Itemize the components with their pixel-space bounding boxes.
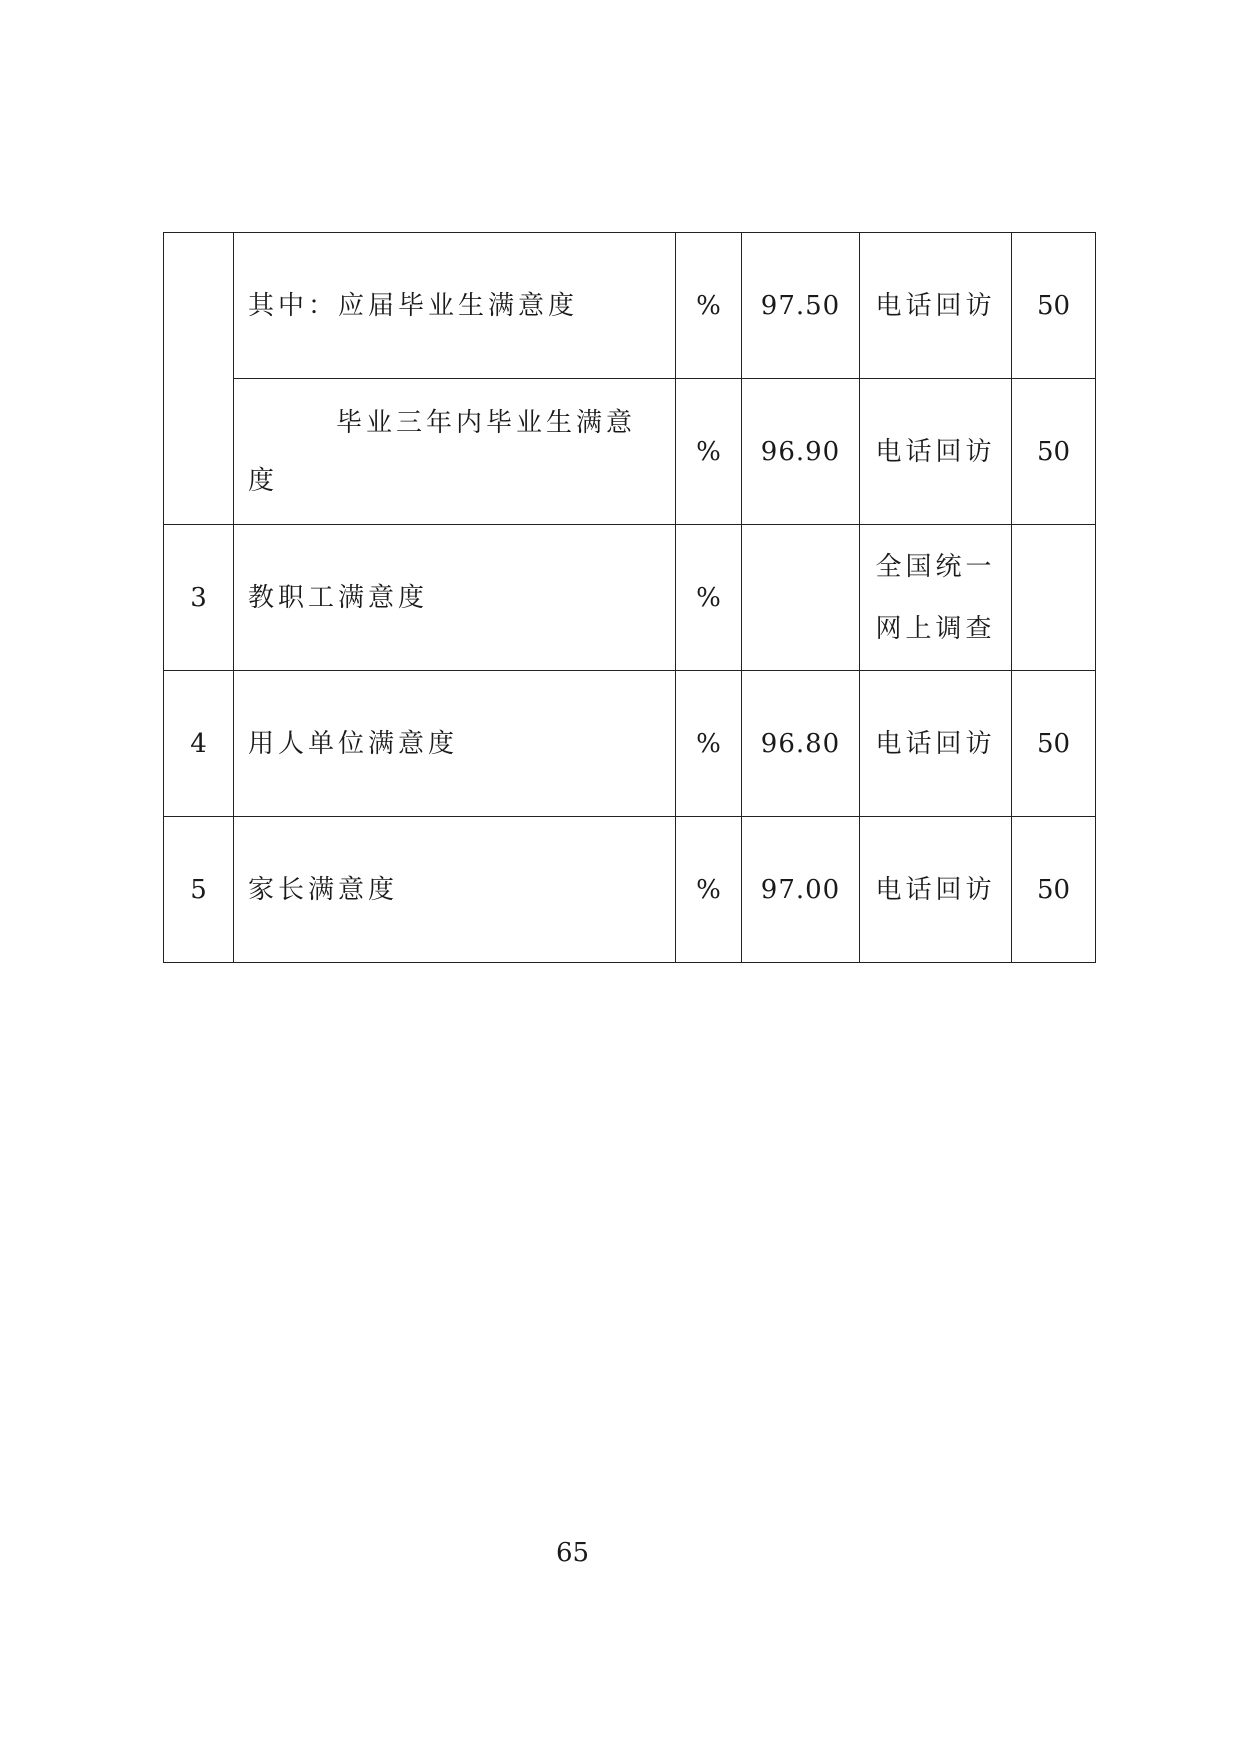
method-text-line-1: 全国统一 <box>875 551 996 582</box>
value-cell <box>742 525 860 671</box>
table-row <box>164 525 1096 671</box>
unit-cell: % <box>676 233 742 379</box>
value-cell: 96.80 <box>742 671 860 817</box>
method-text: 电话回访 <box>875 436 996 467</box>
satisfaction-table <box>163 232 1096 963</box>
item-name-cell <box>234 379 676 525</box>
item-name-cell: 教职工满意度 <box>234 525 676 671</box>
unit-cell: % <box>676 525 742 671</box>
row-number-cell: 4 <box>164 671 234 817</box>
method-text: 电话回访 <box>875 728 996 759</box>
item-name-cell: 其中：应届毕业生满意度 <box>234 233 676 379</box>
row-number-cell <box>164 233 234 525</box>
method-cell <box>860 233 1012 379</box>
method-cell <box>860 525 1012 671</box>
item-name-text: 毕业三年内毕业生满意度 <box>248 407 637 496</box>
item-name-cell: 用人单位满意度 <box>234 671 676 817</box>
table-row <box>164 233 1096 379</box>
sample-size-cell: 50 <box>1012 379 1096 525</box>
method-text-line-2: 网上调查 <box>875 613 996 644</box>
method-cell <box>860 671 1012 817</box>
table-row <box>164 671 1096 817</box>
table-row <box>164 379 1096 525</box>
method-cell <box>860 817 1012 963</box>
page-number: 65 <box>555 1538 590 1568</box>
unit-cell: % <box>676 817 742 963</box>
value-cell: 97.50 <box>742 233 860 379</box>
sample-size-cell: 50 <box>1012 233 1096 379</box>
method-text: 电话回访 <box>875 874 996 905</box>
method-text: 电话回访 <box>875 290 996 321</box>
value-cell: 97.00 <box>742 817 860 963</box>
row-number-cell: 3 <box>164 525 234 671</box>
row-number-cell: 5 <box>164 817 234 963</box>
sample-size-cell <box>1012 525 1096 671</box>
unit-cell: % <box>676 379 742 525</box>
table-row <box>164 817 1096 963</box>
sample-size-cell: 50 <box>1012 817 1096 963</box>
value-cell: 96.90 <box>742 379 860 525</box>
item-name-cell: 家长满意度 <box>234 817 676 963</box>
method-cell <box>860 379 1012 525</box>
unit-cell: % <box>676 671 742 817</box>
sample-size-cell: 50 <box>1012 671 1096 817</box>
